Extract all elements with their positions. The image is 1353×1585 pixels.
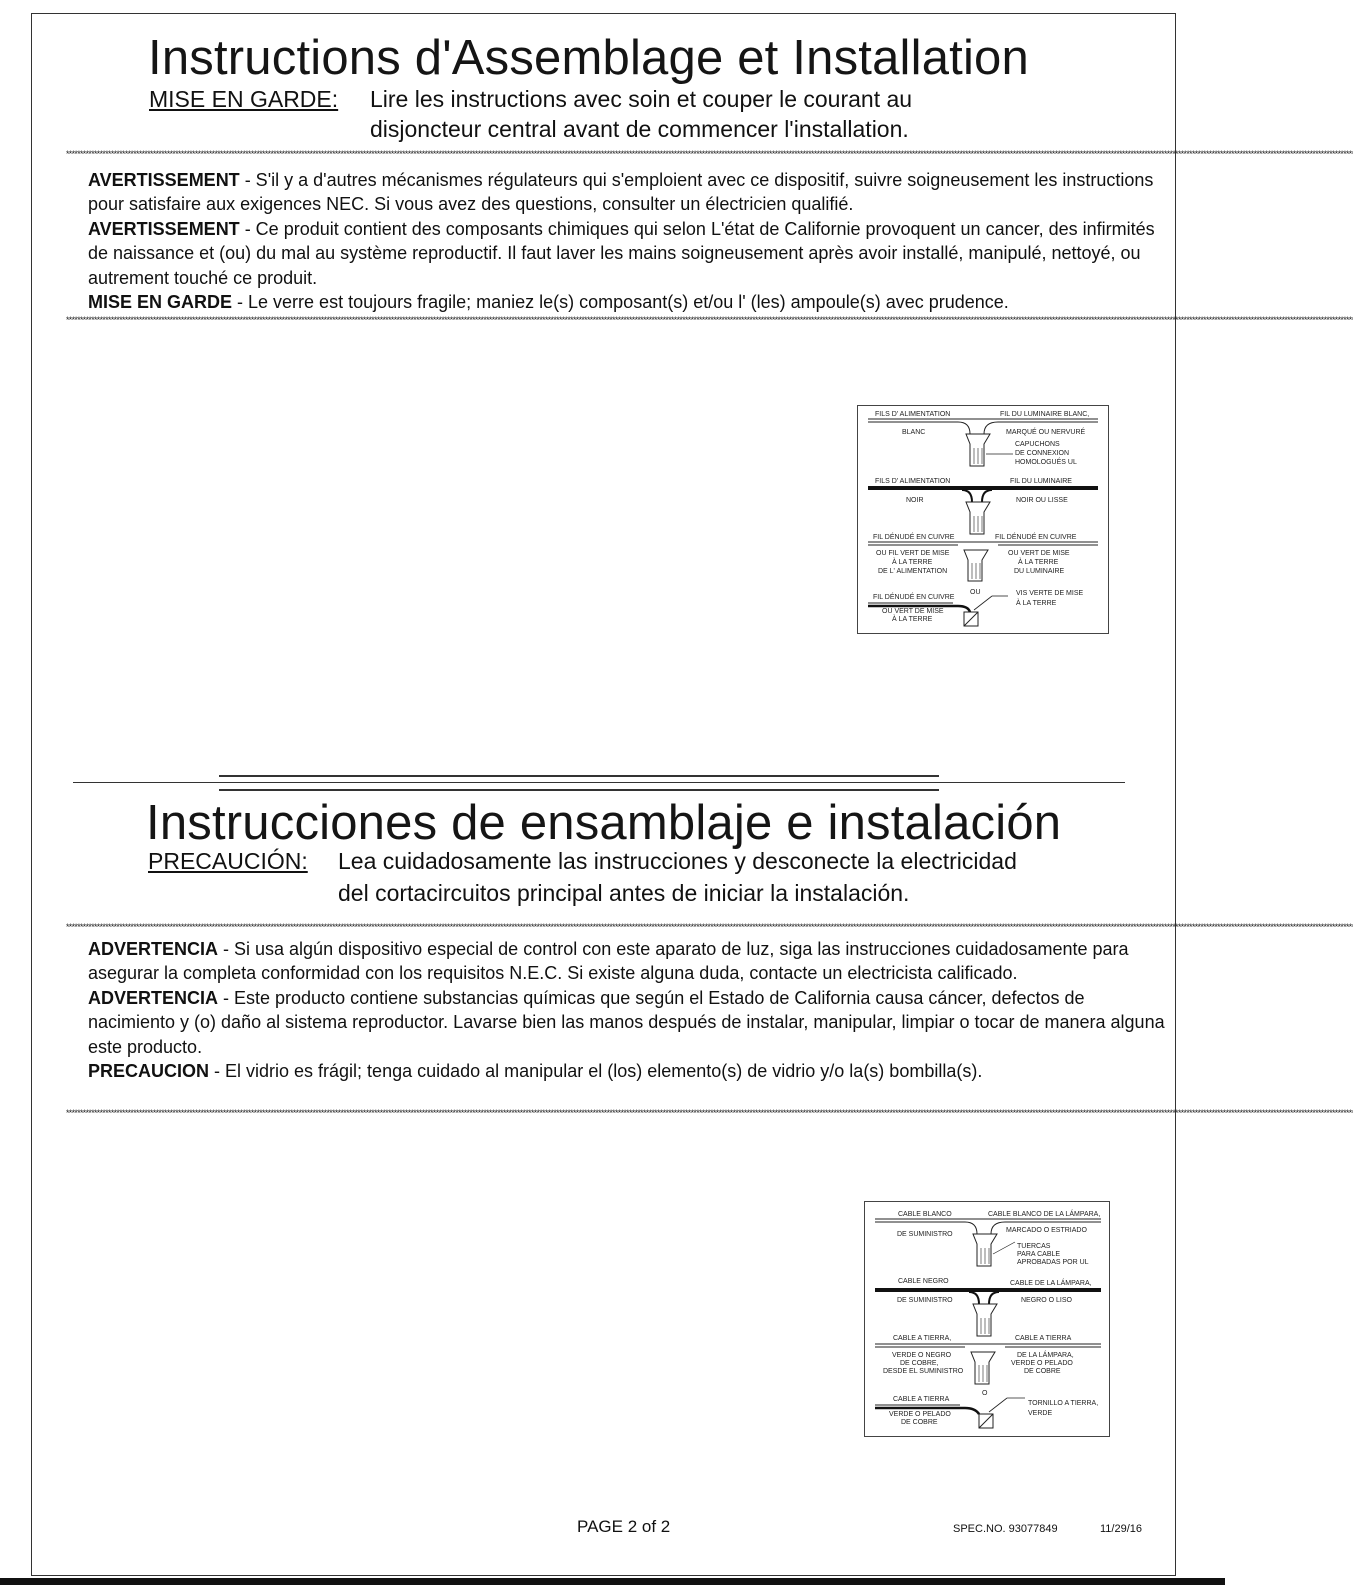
star-divider: **************************************************************************************************************************************************************************************************************************************************************************************************************************************************************************************************************************************************************************** (65, 316, 1353, 326)
diagram-label: DE SUMINISTRO (897, 1231, 953, 1238)
spanish-warning-1 (88, 937, 1168, 986)
diagram-label: OU VERT DE MISE (882, 608, 944, 615)
spanish-title: Instrucciones de ensamblaje e instalación (146, 796, 1062, 850)
diagram-label: DE COBRE (1024, 1368, 1061, 1375)
spec-number: SPEC.NO. 93077849 (953, 1523, 1058, 1535)
diagram-label: DESDE EL SUMINISTRO (883, 1368, 964, 1375)
french-warning-2 (88, 217, 1168, 290)
diagram-label: BLANC (902, 429, 926, 436)
diagram-label: DE COBRE (901, 1419, 938, 1426)
spanish-warning-2-text: - Este producto contiene substancias químicas que según el Estado de California causa cáncer, defectos de nacimiento y (o) daño al sistema reproductor. Lavarse bien las manos después de instalar, manipular, limpiar o tocar de manera alguna este producto. (88, 987, 1165, 1057)
diagram-label: FIL DÉNUDÉ EN CUIVRE (995, 534, 1077, 541)
diagram-label: OU (970, 589, 981, 596)
diagram-label: À LA TERRE (1016, 600, 1057, 607)
spanish-caution-line1: Lea cuidadosamente las instrucciones y desconecte la electricidad (338, 848, 1017, 874)
diagram-label: OU VERT DE MISE (1008, 550, 1070, 557)
french-caution-label: MISE EN GARDE: (149, 86, 339, 112)
diagram-label: CABLE NEGRO (898, 1278, 949, 1285)
diagram-label: CABLE BLANCO DE LA LÁMPARA, (988, 1211, 1101, 1218)
diagram-label: FIL DU LUMINAIRE (1010, 478, 1072, 485)
spanish-caution-glass (88, 1059, 1168, 1083)
diagram-label: NOIR OU LISSE (1016, 497, 1068, 504)
diagram-label: À LA TERRE (892, 559, 933, 566)
spanish-warning-1-label: ADVERTENCIA (88, 939, 219, 959)
page-number: PAGE 2 of 2 (577, 1517, 671, 1536)
diagram-label: DE COBRE, (900, 1360, 939, 1367)
diagram-label: FIL DÉNUDÉ EN CUIVRE (873, 594, 955, 601)
section-divider-double-bottom (219, 789, 939, 791)
spanish-warning-2-label: ADVERTENCIA (88, 987, 219, 1008)
section-divider-thin (73, 782, 1125, 783)
french-warning-1-text: - S'il y a d'autres mécanismes régulateurs qui s'emploient avec ce dispositif, suivre soigneusement les instructions pour satisfaire aux exigences NEC. Si vous avez des questions, consulter un électricien qualifié. (88, 170, 1154, 215)
diagram-label: FIL DU LUMINAIRE BLANC, (1000, 411, 1090, 418)
spanish-caution (148, 846, 308, 876)
diagram-label: PARA CABLE (1017, 1251, 1061, 1258)
diagram-label: VERDE O PELADO (889, 1411, 951, 1418)
diagram-label: NOIR (906, 497, 924, 504)
diagram-label: CABLE A TIERRA, (893, 1335, 952, 1342)
diagram-label: TORNILLO A TIERRA, (1028, 1400, 1099, 1407)
french-warnings (88, 168, 1168, 314)
spanish-caution-glass-label: PRECAUCION (88, 1061, 210, 1082)
diagram-label: CAPUCHONS (1015, 441, 1060, 448)
french-caution-text (370, 84, 1090, 144)
diagram-label: DE L' ALIMENTATION (878, 568, 948, 575)
bottom-edge (0, 1578, 1225, 1585)
diagram-label: NEGRO O LISO (1021, 1297, 1072, 1304)
spanish-caution-line2: del cortacircuitos principal antes de iniciar la instalación. (338, 880, 910, 906)
french-warning-1 (88, 168, 1168, 217)
diagram-label: DE LA LÁMPARA, (1017, 1352, 1074, 1359)
diagram-label: DU LUMINAIRE (1014, 568, 1065, 575)
diagram-label: MARQUÉ OU NERVURÉ (1006, 429, 1086, 436)
diagram-label: CABLE BLANCO (898, 1211, 952, 1218)
star-divider: **************************************************************************************************************************************************************************************************************************************************************************************************************************************************************************************************************************************************************************** (65, 1109, 1353, 1119)
section-divider-double-top (219, 775, 939, 777)
diagram-label: VERDE O NEGRO (892, 1352, 952, 1359)
diagram-label: OU FIL VERT DE MISE (876, 550, 950, 557)
diagram-label: HOMOLOGUÉS UL (1015, 459, 1077, 466)
french-warning-1-label: AVERTISSEMENT (88, 170, 240, 190)
french-warning-2-label: AVERTISSEMENT (88, 218, 240, 239)
diagram-label: DE CONNEXION (1015, 450, 1070, 457)
document-date: 11/29/16 (1100, 1523, 1143, 1535)
diagram-label: CABLE A TIERRA (1015, 1335, 1072, 1342)
diagram-label: VERDE O PELADO (1011, 1360, 1073, 1367)
diagram-label: VIS VERTE DE MISE (1016, 590, 1084, 597)
diagram-label: À LA TERRE (1018, 559, 1059, 566)
spanish-caution-label: PRECAUCIÓN: (148, 848, 308, 874)
french-caution (149, 84, 338, 114)
spanish-warning-2 (88, 986, 1168, 1059)
spanish-caution-text (338, 846, 1098, 908)
french-caution-line1: Lire les instructions avec soin et couper le courant au (370, 86, 913, 112)
spanish-caution-glass-text: - El vidrio es frágil; tenga cuidado al manipular el (los) elemento(s) de vidrio y/o la(s) bombilla(s). (209, 1061, 983, 1082)
spanish-warnings (88, 937, 1168, 1083)
french-caution-glass-label: MISE EN GARDE (88, 292, 233, 313)
star-divider: **************************************************************************************************************************************************************************************************************************************************************************************************************************************************************************************************************************************************************************** (65, 150, 1353, 160)
star-divider: **************************************************************************************************************************************************************************************************************************************************************************************************************************************************************************************************************************************************************************** (65, 923, 1353, 933)
spanish-wiring-diagram (864, 1201, 1110, 1437)
french-wiring-diagram (857, 405, 1109, 634)
diagram-label: VERDE (1028, 1410, 1053, 1417)
diagram-label: O (982, 1390, 988, 1397)
spanish-warning-1-text: - Si usa algún dispositivo especial de control con este aparato de luz, siga las instrucciones cuidadosamente para asegurar la completa conformidad con los requisitos N.E.C. Si existe alguna duda, contacte un electricista calificado. (88, 939, 1129, 984)
diagram-label: FILS D' ALIMENTATION (875, 411, 951, 418)
french-caution-glass (88, 290, 1168, 314)
french-caution-line2: disjoncteur central avant de commencer l'installation. (370, 116, 909, 142)
french-title: Instructions d'Assemblage et Installation (148, 31, 1029, 85)
diagram-label: MARCADO O ESTRIADO (1006, 1227, 1087, 1234)
diagram-label: APROBADAS POR UL (1017, 1259, 1089, 1266)
diagram-label: TUERCAS (1017, 1243, 1051, 1250)
diagram-label: À LA TERRE (892, 616, 933, 623)
diagram-label: CABLE DE LA LÁMPARA, (1010, 1280, 1092, 1287)
diagram-label: FILS D' ALIMENTATION (875, 478, 951, 485)
french-caution-glass-text: - Le verre est toujours fragile; maniez le(s) composant(s) et/ou l' (les) ampoule(s) avec prudence. (232, 292, 1009, 313)
diagram-label: FIL DÉNUDÉ EN CUIVRE (873, 534, 955, 541)
diagram-label: CABLE A TIERRA (893, 1396, 950, 1403)
diagram-label: DE SUMINISTRO (897, 1297, 953, 1304)
french-warning-2-text: - Ce produit contient des composants chimiques qui selon L'état de Californie provoquent un cancer, des infirmités de naissance et (ou) du mal au système reproductif. Il faut laver les mains soigneusement après avoir installé, manipulé, nettoyé, ou autrement touché ce produit. (88, 218, 1155, 288)
